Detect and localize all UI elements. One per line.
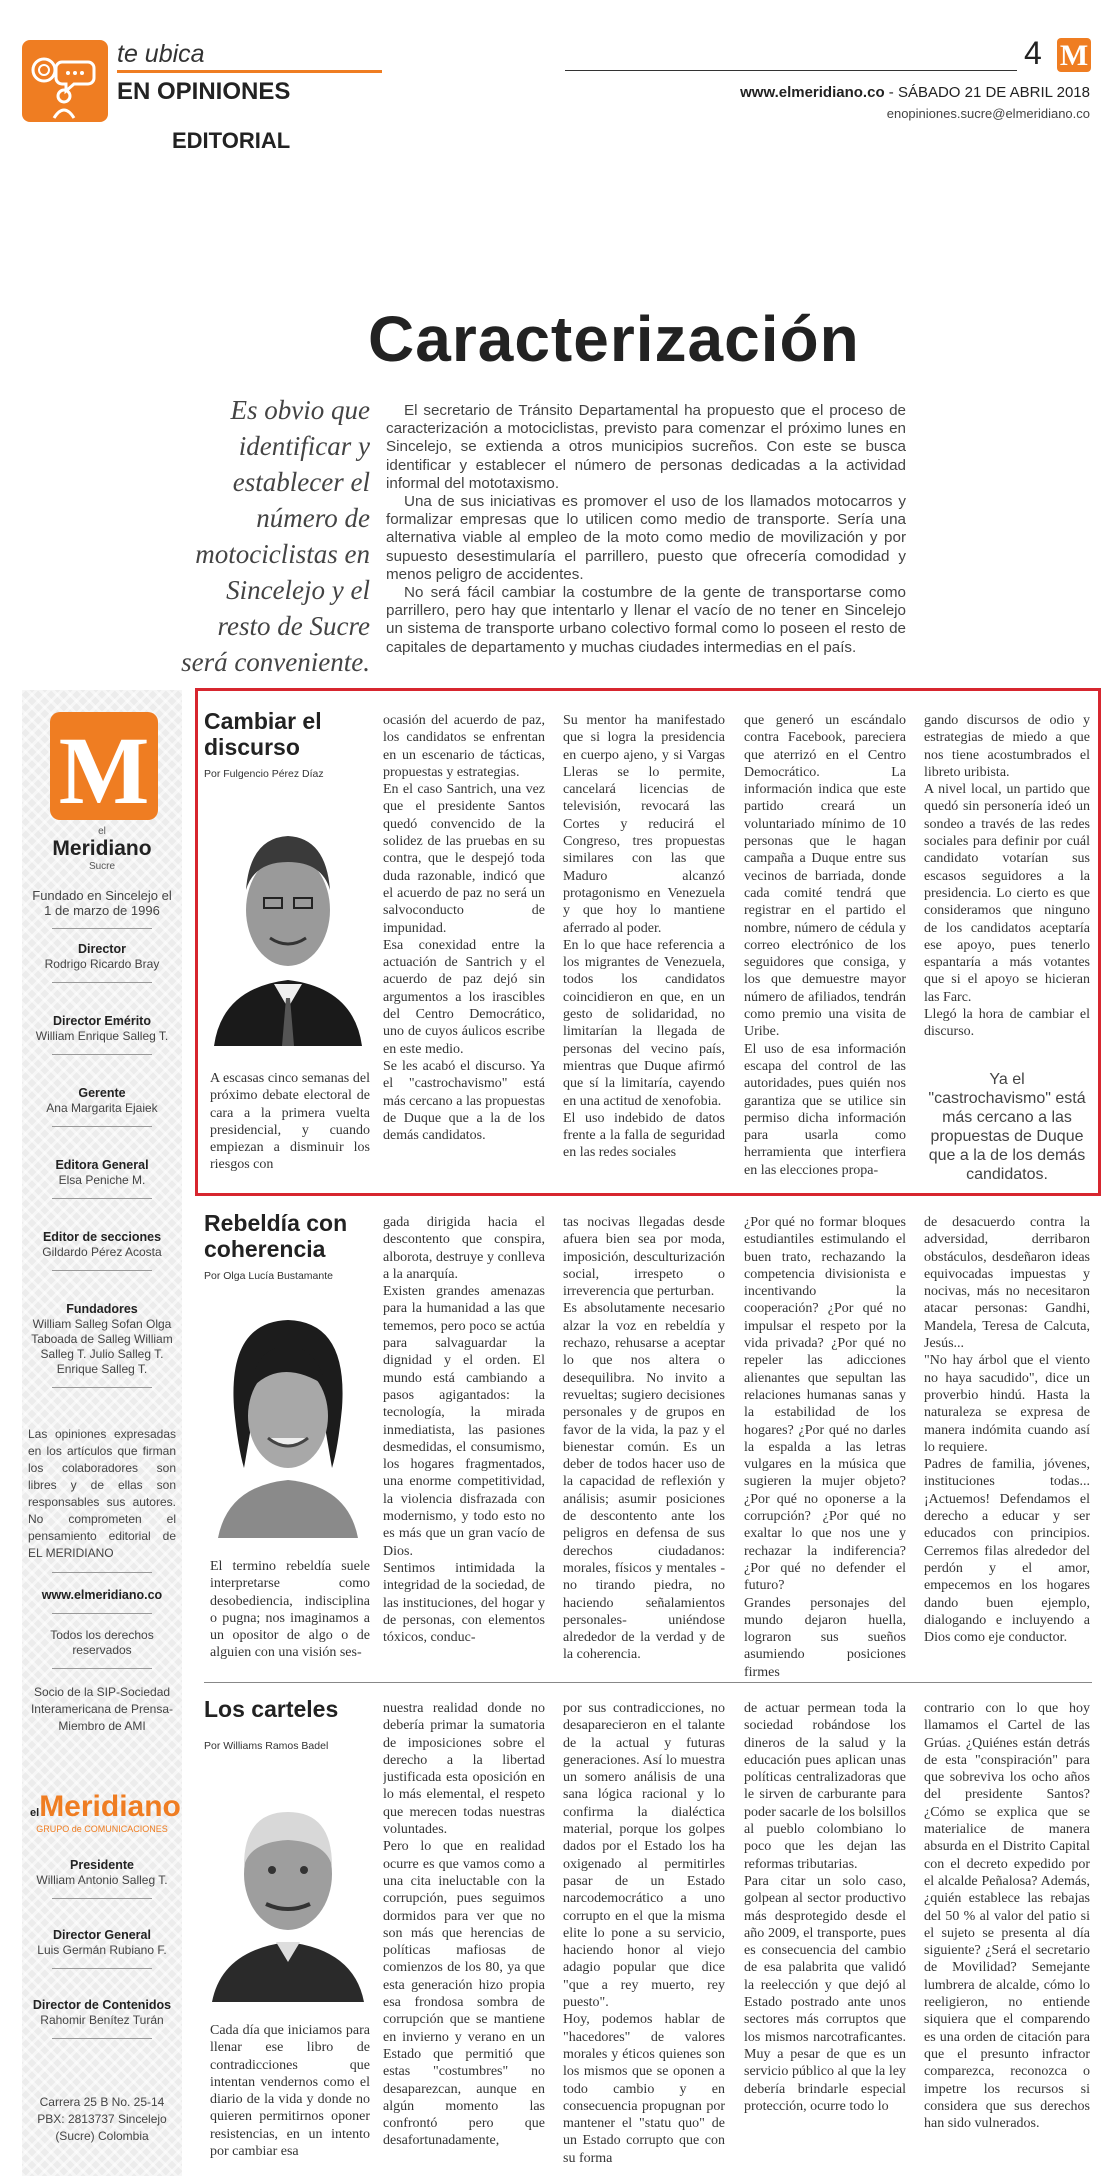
author-portrait [204,1770,372,2002]
editorial-paragraph: Una de sus iniciativas es promover el uso de los llamados motocarros y formalizar empresas que lo utilicen como medio de transporte. Sería una alternativa viable al empleo de la moto como medio de movilización y por supuesto desestimularía el parrillero, puesto que ofrecería comodidad y menos peligro de accidentes. [386,493,906,583]
section-title-line2: EN OPINIONES [117,78,291,105]
founded-text: Fundado en Sincelejo el 1 de marzo de 1996 [32,888,172,918]
address-block [28,2094,176,2145]
role-title: Editora General [55,1158,149,1172]
article-column: A escasas cinco semanas del próximo debate electoral de cara a la primera vuelta presidencial, y cuando empiezan a disminuir los riesgos con [210,1071,370,1173]
rights-block [28,1628,176,1669]
address-text: Carrera 25 B No. 25-14 PBX: 2813737 Sincelejo (Sucre) Colombia [37,2095,167,2143]
role-gerente [28,1086,176,1127]
page-number: 4 [1024,35,1042,71]
article-byline: Por Williams Ramos Badel [204,1740,329,1752]
header-site[interactable]: www.elmeridiano.co [740,84,885,101]
editorial-pullquote: Es obvio que identificar y establecer el número de motociclistas en Sincelejo y el resto de Sucre será conveniente. [181,395,370,677]
article-byline: Por Fulgencio Pérez Díaz [204,768,324,780]
rights-text: Todos los derechos reservados [50,1628,154,1657]
meridiano-logo-icon: M [50,712,158,820]
article-column: contrario con lo que hoy llamamos el Cartel de las Grúas. ¿Quiénes están detrás de esta "conspiración" para que sobreviva los ocho años del presidente Santos? ¿Cómo se explica que se materialice de manera absurda en el Distrito Capital con el decreto expedido por el alcalde Peñalosa? Además, ¿quién establece las rebajas del 50 % al valor del patio si el sujeto se presenta al día siguiente? ¿Será el secretario de Movilidad? Semejante lumbrera de alcalde, cómo lo reeligieron, no entiende siquiera que el comparendo es una orden de citación para que el presunto infractor comparezca, reconozca o impetre los recursos si considera que sus derechos han sido vulnerados. [924,1701,1090,2132]
founders-names: William Salleg Sofan Olga Taboada de Salleg William Salleg T. Julio Salleg T. Enrique Salleg T. [31,1317,173,1376]
masthead-sidebar [22,690,182,2176]
section-subtitle: EDITORIAL [172,128,291,153]
brand-prefix: el [98,826,106,837]
editorial-paragraph: No será fácil cambiar la costumbre de la gente de transportarse como parrillero, pero hay que intentarlo y llenar el vacío de no tener en Sincelejo un sistema de transporte urbano colectivo formal como lo poseen el resto de capitales de departamento y muchas ciudades intermedias en el país. [386,584,906,656]
role-name: Ana Margarita Ejaiek [46,1101,158,1115]
author-portrait [204,1298,372,1538]
brand-region: Sucre [88,861,116,872]
group-logo [30,1790,181,1834]
website-block [28,1588,176,1614]
founders-title: Fundadores [66,1302,138,1316]
role-director [28,942,176,983]
role-name: Rahomir Benítez Turán [40,2013,164,2027]
group-name: Meridiano [39,1790,181,1823]
article-title: Cambiar el discurso [204,708,322,760]
brand-mark-icon: M [1057,38,1091,72]
article-byline: Por Olga Lucía Bustamante [204,1270,333,1282]
article-column: que generó un escándalo contra Facebook, pareciera que aterrizó en el Centro Democrático. La información indica que este partido creará un voluntariado mínimo de 10 personas que le hagan campaña a Duque entre sus vecinos de barriada, donde cada comité tendrá que registrar en el partido el nombre, número de cédula y correo electrónico de los seguidores que consiga, y los que demuestre mayor número de afiliados, tendrán como premio una visita de Uribe. El uso de esa información escapa del control de las autoridades, pues quién nos garantiza que se utilice sin permiso dicha información para usarla como herramienta que interfiera en las elecciones propa- [744,713,906,1178]
article-column: por sus contradicciones, no desaparecieron en el talante de la actual y futuras generaciones. Así lo muestra un somero análisis de una sana lógica racional y lo confirma la dialéctica material, porque los golpes dados por el Estado los ha oxigenado al permitirles pasar de un Estado narcodemocrático a uno corrupto en el que la misma elite lo pone a su servicio, haciendo honor al viejo adagio popular que dice "que a rey muerto, rey puesto". Hoy, podemos hablar de "hacedores" de valores morales y éticos quienes son los mismos que se oponen a todo cambio y en consecuencia propugnan por mantener el "statu quo" de un Estado corrupto que con su forma [563,1701,725,2166]
role-title: Gerente [78,1086,126,1100]
author-portrait [204,798,372,1046]
sidebar-brand [22,826,182,872]
article-pullquote: Ya el "castrochavismo" está más cercano a las propuestas de Duque que a la de los demás candidatos. [928,1071,1086,1183]
role-name: Gildardo Pérez Acosta [42,1245,162,1259]
founders [28,1302,176,1388]
role-title: Editor de secciones [42,1230,162,1244]
article-separator [204,1682,1092,1683]
role-title: Director de Contenidos [32,1998,172,2012]
brand-name: Meridiano [52,837,152,860]
role-director-emerito [28,1014,176,1055]
role-title: Presidente [70,1858,134,1872]
section-underline [117,70,382,73]
role-name: Rodrigo Ricardo Bray [44,957,160,971]
article-title: Los carteles [204,1696,339,1722]
role-director-contenidos [28,1998,176,2039]
sip-text: Socio de la SIP-Sociedad Interamericana de Prensa-Miembro de AMI [30,1685,174,1733]
header-email[interactable]: enopiniones.sucre@elmeridiano.co [886,106,1090,121]
role-presidente [28,1858,176,1899]
group-prefix: el [30,1807,40,1819]
article-column: ¿Por qué no formar bloques estudiantiles estimulando el buen trato, rechazando la competencia divisionista e incentivando la cooperación? ¿Por qué no impulsar el respeto por la vida privada? ¿Por qué no repeler las adicciones alienantes que sepultan las relaciones humanas sanas y la estabilidad de los hogares? ¿Por qué no darles la espalda a las letras vulgares en la música que sugieren la mujer objeto? ¿Por qué no oponerse a la corrupción? ¿Por qué no exaltar lo que nos une y rechazar la indiferencia? ¿Por qué no defender el futuro? Grandes personajes del mundo dejaron huella, lograron sus sueños asumiendo posiciones firmes [744,1215,906,1678]
group-sub: GRUPO de COMUNICACIONES [36,1824,168,1834]
header-date: - SÁBADO 21 DE ABRIL 2018 [884,84,1090,101]
article-column: Su mentor ha manifestado que si logra la presidencia en cuerpo ajeno, y si Vargas Lleras se lo permite, cancelará licencias de televisión, revocará las Cortes y reducirá el Congreso, tres propuestas similares con las que Maduro alcanzó protagonismo en Venezuela y que hoy lo mantiene aferrado al poder. En lo que hace referencia a los migrantes de Venezuela, todos los candidatos coincidieron en que, en un gesto de solidaridad, no limitarían la llegada de personas del vecino país, mientras que Duque afirmó que sí la limitaría, cayendo en una actitud de xenofobia. El uso indebido de datos frente a la falla de seguridad en las redes sociales [563,713,725,1161]
role-name: Luis Germán Rubiano F. [37,1943,167,1957]
editorial-paragraph: El secretario de Tránsito Departamental ha propuesto que el proceso de caracterización a motociclistas, previsto para comenzar el próximo lunes en Sincelejo, se extienda a otros municipios sucreños. Con este se busca identificar y establecer el número de personas dedicadas a la actividad informal del mototaxismo. [386,402,906,492]
role-name: Elsa Peniche M. [58,1173,146,1187]
role-director-general [28,1928,176,1969]
editorial-body [386,402,906,657]
header-site-date [740,84,1090,101]
role-title: Director General [53,1928,151,1942]
role-title: Director Emérito [53,1014,151,1028]
role-name: William Antonio Salleg T. [36,1873,168,1887]
role-title: Director [78,942,126,956]
disclaimer [28,1426,176,1573]
section-title-line1: te ubica [117,40,205,68]
sidebar-website[interactable]: www.elmeridiano.co [41,1588,163,1602]
section-logo-icon [22,40,108,122]
article-column: de actuar permean toda la sociedad robándose los dineros de la salud y la educación pues aplican unas políticas centralizadoras que le sirven de carburante para poder sacarle de los bolsillos al pueblo colombiano lo poco que les dejan las reformas tributarias. Para citar un solo caso, golpean al sector productivo más desprotegido desde el año 2009, el transporte, pues es consecuencia del cambio de esa palabrita que validó la reelección y que dejó al Estado postrado ante unos sectores más corruptos que los mismos narcotraficantes. Muy a pesar de que es un servicio público al que la ley debería brindarle especial protección, ocurre todo lo [744,1701,906,2114]
article-column: de desacuerdo contra la adversidad, derribaron obstáculos, desdeñaron ideas equivocadas impuestas y nocivas, más no necesitaron atacar personas: Gandhi, Mandela, Teresa de Calcuta, Jesús... "No hay árbol que el viento no haya sacudido", dice un proverbio hindú. Hasta la naturaleza se expresa de manera indómita cuando así lo requiere. Padres de familia, jóvenes, instituciones todas... ¡Actuemos! Defendamos el derecho a educar y ser educados con principios. Cerremos filas alrededor del perdón y el amor, empecemos en los hogares dando buen ejemplo, dialogando e incluyendo a Dios como eje conductor. [924,1215,1090,1646]
article-column: El termino rebeldía suele interpretarse como desobediencia, indisciplina o pugna; nos imaginamos a un opositor de algo o de alguien con una visión ses- [210,1559,370,1661]
article-title: Rebeldía con coherencia [204,1210,348,1262]
article-column: gando discursos de odio y estrategias de miedo a que nos tiene acostumbrados el libreto uribista. A nivel local, un partido que quedó sin personería ideó un sondeo a través de las redes sociales para definir por cuál candidato votarían sus escasos seguidores a la presidencia. Lo cierto es que consideramos que ninguno de los candidatos aceptaría ese apoyo, pues tenerlo espantaría a más votantes que si el apoyo se hicieran las Farc. Llegó la hora de cambiar el discurso. [924,713,1090,1040]
role-editora-general [28,1158,176,1199]
article-column: ocasión del acuerdo de paz, los candidatos se enfrentan en un escenario de tácticas, propuestas y estrategias. En el caso Santrich, una vez que el presidente Santos quedó convencido de la solidez de las pruebas en su contra, que le despejó toda duda razonable, indicó que el acuerdo de paz no será un salvoconducto de impunidad. Esa conexidad entre la actuación de Santrich y el acuerdo de paz dejó sin argumentos a los irascibles del Centro Democrático, uno de cuyos áulicos escribe en este medio. Se les acabó el discurso. Ya el "castrochavismo" está más cercano a las propuestas de Duque que a la de los demás candidatos. [383,713,545,1144]
disclaimer-text: Las opiniones expresadas en los artículos que firman los colaboradores son libres y de ellas son responsables sus autores. No comprometen el pensamiento editorial de EL MERIDIANO [28,1427,176,1560]
article-column: gada dirigida hacia el descontento que conspira, alborota, destruye y conlleva a la anarquía. Existen grandes amenazas para la humanidad a las que tememos, pero poco se actúa para salvaguardar la dignidad y el orden. El mundo está cambiando a pasos agigantados: la tecnología, la mirada inmediatista, las pasiones desmedidas, el consumismo, los hogares fragmentados, una enorme competitividad, la violencia disfrazada con modernismo, y todo esto no es más que un gran vacío de Dios. Sentimos intimidada la integridad de la sociedad, de las instituciones, del hogar y de personas, con elementos tóxicos, conduc- [383,1215,545,1646]
article-column: tas nocivas llegadas desde afuera bien sea por moda, imposición, desculturización social, irrespeto o irreverencia que perturban. Es absolutamente necesario alzar la voz en rebeldía y rechazo, rehusarse a aceptar lo que nos altera o desequilibra. No invito a revueltas; sugiero decisiones personales y de grupos en favor de la vida, la paz y el bienestar común. Es un deber de todos hacer uso de la capacidad de reflexión y análisis; asumir posiciones de descontento ante los peligros en defensa de sus derechos ciudadanos: morales, físicos y mentales -no tirando piedra, no haciendo señalamientos personales- uniéndose alrededor de la verdad y de la coherencia. [563,1215,725,1663]
founded-note [28,888,176,929]
role-editor-secciones [28,1230,176,1271]
editorial-title: Caracterización [368,303,860,375]
sip-block [28,1684,176,1735]
role-name: William Enrique Salleg T. [35,1029,169,1043]
header-rule [565,70,1017,71]
article-column: nuestra realidad donde no debería primar la sumatoria de imposiciones sobre el derecho a la libertad justificada esta oposición en lo más elemental, el respeto que merecen todas nuestras voluntades. Pero lo que en realidad ocurre es que vamos como a una cita ineluctable con la corrupción, pues seguimos dormidos para ver que no son más que herencias de políticas mafiosas de comienzos de los 80, ya que esta generación hizo propia esa frondosa sombra de corrupción que se mantiene en invierno y verano en un Estado que permitió que estas "costumbres" no desaparezcan, aunque en algún momento las confrontó pero que desafortunadamente, [383,1701,545,2149]
article-column: Cada día que iniciamos para llenar ese libro de contradicciones que intentan vendernos como el diario de la vida y donde no quieren permitirnos oponer resistencias, en un intento por cambiar esa [210,2023,370,2160]
